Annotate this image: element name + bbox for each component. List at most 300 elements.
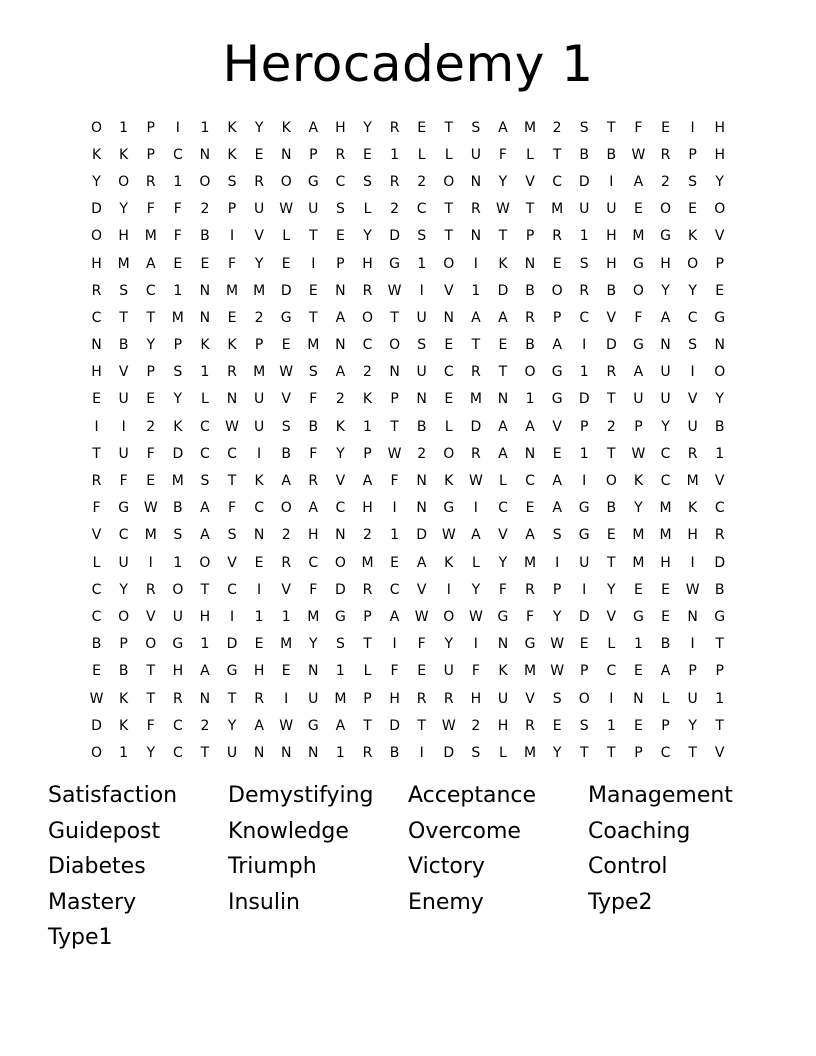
grid-letter: B [606, 146, 617, 163]
grid-letter: V [443, 282, 454, 299]
grid-letter: I [419, 744, 424, 761]
grid-letter: E [552, 255, 562, 272]
grid-letter: F [227, 255, 237, 272]
grid-letter: A [498, 418, 508, 435]
grid-letter: P [580, 418, 589, 435]
grid-letter: H [91, 364, 102, 381]
grid-letter: O [443, 173, 455, 190]
grid-letter: I [311, 255, 316, 272]
grid-letter: L [499, 744, 507, 761]
grid-letter: A [308, 500, 319, 517]
grid-letter: I [175, 119, 180, 136]
grid-letter: A [416, 554, 427, 571]
grid-letter: R [687, 445, 698, 462]
grid-letter: E [633, 663, 643, 680]
grid-letter: U [579, 201, 590, 218]
grid-letter: R [714, 527, 725, 544]
grid-letter: T [607, 119, 616, 136]
grid-row [83, 223, 733, 250]
grid-letter: W [685, 581, 700, 598]
grid-letter: P [146, 119, 155, 136]
word-list-item: Victory [408, 854, 485, 880]
grid-letter: S [363, 173, 372, 190]
grid-letter: C [227, 445, 237, 462]
grid-row [83, 304, 733, 331]
grid-letter: W [631, 146, 646, 163]
grid-letter: A [471, 309, 481, 326]
grid-letter: C [660, 744, 671, 761]
grid-letter: Y [607, 581, 616, 598]
grid-letter: O [280, 173, 292, 190]
grid-letter: F [309, 581, 318, 598]
grid-letter: G [118, 500, 130, 517]
grid-row [83, 712, 733, 739]
grid-letter: E [200, 255, 210, 272]
grid-letter: U [416, 309, 427, 326]
grid-letter: P [336, 255, 345, 272]
grid-letter: Y [715, 173, 724, 190]
grid-letter: S [579, 717, 589, 734]
grid-letter: N [714, 337, 725, 354]
grid-row [83, 631, 733, 658]
word-list-item: Control [588, 854, 668, 880]
grid-letter: R [470, 364, 481, 381]
grid-letter: U [253, 201, 265, 218]
grid-letter: F [309, 391, 318, 408]
grid-letter: B [525, 337, 535, 354]
grid-letter: R [335, 146, 346, 163]
grid-letter: F [417, 636, 426, 653]
grid-letter: Y [173, 391, 183, 408]
grid-letter: R [254, 173, 264, 190]
grid-letter: B [416, 418, 427, 435]
grid-letter: T [309, 309, 318, 326]
grid-letter: W [279, 364, 294, 381]
grid-letter: 1 [200, 119, 210, 136]
grid-letter: I [473, 636, 478, 653]
grid-letter: P [634, 418, 643, 435]
grid-letter: V [498, 527, 508, 544]
grid-letter: 2 [200, 717, 210, 734]
grid-letter: D [443, 744, 455, 761]
grid-letter: I [392, 500, 397, 517]
grid-letter: Y [661, 418, 670, 435]
grid-letter: Y [254, 255, 264, 272]
grid-letter: Y [498, 554, 508, 571]
grid-letter: 1 [633, 636, 643, 653]
grid-letter: G [660, 228, 671, 245]
grid-letter: A [471, 527, 481, 544]
grid-letter: G [578, 527, 590, 544]
grid-letter: R [606, 364, 617, 381]
grid-letter: A [498, 445, 508, 462]
grid-letter: D [578, 608, 590, 625]
grid-letter: D [172, 445, 184, 462]
grid-letter: T [146, 309, 156, 326]
grid-letter: S [471, 119, 481, 136]
grid-letter: I [419, 282, 424, 299]
grid-letter: M [524, 744, 537, 761]
grid-letter: R [362, 581, 373, 598]
grid-letter: C [200, 445, 210, 462]
grid-letter: G [551, 391, 563, 408]
grid-letter: S [200, 473, 210, 490]
grid-letter: H [687, 527, 698, 544]
grid-letter: I [229, 608, 235, 625]
grid-letter: A [200, 527, 210, 544]
grid-letter: C [172, 146, 183, 163]
word-list-item: Guidepost [48, 818, 161, 844]
grid-letter: N [91, 337, 102, 354]
grid-letter: H [199, 608, 211, 625]
grid-letter: T [607, 445, 616, 462]
grid-letter: H [389, 690, 400, 707]
grid-letter: C [606, 663, 617, 680]
grid-letter: F [634, 309, 643, 326]
grid-letter: C [227, 581, 237, 598]
grid-letter: D [280, 282, 292, 299]
grid-letter: K [227, 119, 237, 136]
grid-letter: M [632, 554, 645, 571]
grid-letter: F [309, 445, 318, 462]
grid-letter: E [633, 581, 643, 598]
grid-letter: F [92, 500, 101, 517]
grid-letter: I [582, 473, 587, 490]
grid-letter: G [497, 608, 509, 625]
grid-letter: M [225, 282, 239, 299]
grid-letter: P [715, 255, 724, 272]
grid-letter: L [417, 146, 426, 163]
grid-letter: T [688, 744, 697, 761]
grid-letter: H [660, 255, 671, 272]
grid-letter: A [200, 663, 210, 680]
grid-letter: C [416, 201, 427, 218]
grid-letter: P [254, 337, 264, 354]
grid-letter: Y [146, 744, 156, 761]
grid-letter: E [146, 391, 156, 408]
grid-letter: C [389, 581, 400, 598]
grid-letter: I [690, 364, 695, 381]
grid-letter: T [363, 636, 372, 653]
grid-letter: O [443, 255, 455, 272]
grid-letter: R [552, 228, 562, 245]
grid-letter: N [416, 391, 427, 408]
grid-letter: C [335, 500, 346, 517]
grid-letter: C [91, 608, 102, 625]
grid-letter: K [173, 418, 183, 435]
grid-letter: C [443, 364, 454, 381]
grid-letter: Y [146, 337, 156, 354]
grid-letter: M [307, 608, 320, 625]
grid-letter: K [498, 255, 508, 272]
grid-letter: I [473, 500, 478, 517]
grid-letter: U [253, 391, 265, 408]
grid-letter: U [579, 554, 590, 571]
grid-row [83, 277, 733, 304]
grid-letter: R [470, 201, 481, 218]
grid-letter: H [308, 527, 319, 544]
grid-letter: G [714, 608, 726, 625]
grid-letter: C [660, 445, 671, 462]
grid-letter: O [687, 255, 699, 272]
grid-letter: V [687, 391, 698, 408]
grid-letter: U [118, 554, 129, 571]
grid-letter: Y [634, 500, 643, 517]
grid-letter: N [389, 364, 400, 381]
grid-letter: Y [444, 636, 454, 653]
grid-letter: E [688, 201, 698, 218]
grid-letter: R [254, 690, 264, 707]
grid-letter: S [119, 282, 129, 299]
grid-letter: S [308, 364, 318, 381]
grid-letter: G [524, 636, 536, 653]
grid-letter: 1 [254, 608, 264, 625]
grid-letter: Y [119, 201, 128, 218]
grid-letter: E [444, 337, 454, 354]
grid-letter: N [280, 146, 292, 163]
grid-letter: S [173, 364, 183, 381]
grid-letter: T [227, 473, 237, 490]
grid-letter: B [200, 228, 210, 245]
grid-row [83, 413, 733, 440]
grid-letter: P [146, 364, 155, 381]
grid-letter: R [308, 473, 319, 490]
word-list-item: Type2 [588, 889, 653, 915]
grid-letter: 1 [579, 364, 589, 381]
grid-letter: 1 [200, 364, 210, 381]
grid-letter: T [146, 663, 156, 680]
grid-letter: T [471, 337, 481, 354]
grid-letter: 1 [471, 282, 481, 299]
grid-letter: A [525, 527, 535, 544]
grid-letter: M [632, 228, 645, 245]
grid-letter: M [117, 255, 130, 272]
grid-letter: 2 [363, 364, 372, 381]
grid-letter: K [688, 228, 698, 245]
grid-letter: H [470, 690, 482, 707]
grid-letter: O [334, 554, 346, 571]
grid-letter: G [714, 309, 726, 326]
grid-letter: O [551, 282, 563, 299]
grid-letter: H [91, 255, 102, 272]
grid-letter: L [607, 636, 616, 653]
grid-letter: S [227, 527, 237, 544]
grid-letter: B [118, 337, 129, 354]
grid-letter: G [334, 608, 346, 625]
grid-letter: T [579, 744, 589, 761]
grid-letter: E [281, 255, 291, 272]
grid-letter: N [308, 744, 319, 761]
grid-letter: Y [254, 119, 264, 136]
grid-letter: M [686, 473, 699, 490]
grid-letter: 1 [200, 636, 210, 653]
grid-letter: H [714, 119, 725, 136]
grid-letter: F [227, 500, 237, 517]
grid-letter: I [392, 636, 397, 653]
grid-letter: E [661, 581, 670, 598]
word-list-item: Type1 [48, 925, 113, 951]
grid-letter: A [254, 717, 264, 734]
grid-letter: B [118, 663, 129, 680]
grid-letter: O [714, 364, 726, 381]
grid-letter: V [525, 690, 535, 707]
grid-letter: I [257, 445, 262, 462]
grid-letter: 2 [417, 445, 427, 462]
grid-row [83, 576, 733, 603]
grid-letter: M [524, 554, 537, 571]
grid-letter: E [281, 663, 291, 680]
grid-letter: 1 [119, 744, 129, 761]
grid-letter: E [390, 554, 399, 571]
grid-letter: I [446, 581, 451, 598]
word-list-item: Triumph [228, 854, 317, 880]
grid-letter: K [200, 337, 210, 354]
grid-letter: I [582, 337, 587, 354]
word-list-item: Demystifying [228, 783, 374, 808]
grid-letter: 1 [173, 173, 183, 190]
grid-letter: N [335, 527, 346, 544]
grid-letter: 1 [715, 690, 725, 707]
grid-letter: C [552, 173, 563, 190]
grid-letter: H [606, 228, 617, 245]
grid-letter: L [444, 418, 453, 435]
grid-letter: B [525, 282, 535, 299]
grid-letter: H [118, 228, 129, 245]
grid-letter: W [550, 663, 565, 680]
grid-letter: L [661, 690, 670, 707]
grid-letter: A [389, 608, 400, 625]
grid-letter: A [525, 418, 535, 435]
grid-letter: E [606, 527, 616, 544]
grid-letter: C [145, 282, 156, 299]
grid-letter: G [632, 255, 644, 272]
grid-letter: I [609, 173, 614, 190]
grid-letter: N [199, 146, 211, 163]
grid-letter: V [91, 527, 102, 544]
grid-letter: Y [688, 282, 697, 299]
grid-letter: K [254, 473, 264, 490]
grid-letter: G [632, 337, 644, 354]
grid-letter: H [660, 554, 671, 571]
grid-letter: T [417, 717, 426, 734]
grid-letter: N [524, 255, 536, 272]
grid-letter: R [91, 282, 102, 299]
grid-letter: N [253, 744, 265, 761]
grid-letter: S [579, 119, 589, 136]
grid-letter: R [281, 554, 292, 571]
grid-letter: V [281, 391, 291, 408]
grid-letter: 2 [390, 201, 400, 218]
grid-letter: C [335, 173, 346, 190]
grid-letter: T [715, 717, 724, 734]
grid-letter: 1 [363, 418, 372, 435]
grid-letter: P [688, 146, 697, 163]
grid-letter: P [119, 636, 128, 653]
grid-letter: T [525, 201, 535, 218]
grid-letter: Y [688, 717, 697, 734]
grid-letter: W [143, 500, 158, 517]
grid-letter: S [579, 255, 589, 272]
grid-row [83, 685, 733, 712]
grid-letter: D [470, 418, 482, 435]
grid-letter: 1 [281, 608, 291, 625]
grid-letter: A [498, 119, 508, 136]
grid-letter: I [555, 554, 560, 571]
grid-letter: O [443, 445, 455, 462]
grid-letter: B [714, 418, 725, 435]
grid-letter: M [280, 636, 293, 653]
grid-letter: N [470, 173, 482, 190]
grid-letter: O [91, 744, 103, 761]
grid-letter: K [227, 146, 237, 163]
word-list-item: Coaching [588, 818, 691, 844]
grid-letter: U [660, 364, 671, 381]
grid-letter: K [91, 146, 102, 163]
grid-letter: U [118, 391, 129, 408]
grid-letter: P [715, 663, 724, 680]
grid-letter: E [173, 255, 183, 272]
grid-letter: A [552, 473, 562, 490]
grid-letter: A [552, 500, 562, 517]
grid-letter: O [91, 228, 103, 245]
grid-letter: W [468, 473, 483, 490]
grid-letter: D [497, 282, 509, 299]
grid-letter: R [389, 119, 400, 136]
grid-letter: M [551, 201, 564, 218]
grid-letter: C [118, 527, 129, 544]
grid-letter: O [361, 309, 373, 326]
grid-letter: T [607, 744, 616, 761]
grid-letter: N [199, 309, 211, 326]
grid-letter: K [362, 391, 373, 408]
grid-letter: W [387, 445, 402, 462]
grid-letter: S [471, 744, 481, 761]
grid-letter: H [362, 500, 373, 517]
grid-letter: P [552, 309, 562, 326]
grid-letter: K [227, 337, 237, 354]
grid-letter: R [362, 744, 373, 761]
grid-letter: E [552, 717, 562, 734]
grid-letter: G [226, 663, 238, 680]
grid-letter: C [660, 473, 671, 490]
grid-letter: 1 [173, 282, 183, 299]
grid-letter: T [200, 744, 210, 761]
grid-letter: I [94, 418, 99, 435]
grid-letter: N [497, 391, 509, 408]
grid-letter: W [550, 636, 565, 653]
grid-letter: N [443, 309, 454, 326]
grid-row [83, 359, 733, 386]
grid-letter: E [146, 473, 156, 490]
grid-letter: D [91, 201, 102, 218]
grid-letter: U [633, 391, 644, 408]
grid-letter: R [416, 690, 427, 707]
grid-letter: G [578, 500, 590, 517]
grid-letter: E [227, 309, 237, 326]
grid-letter: 1 [417, 255, 427, 272]
grid-letter: O [199, 173, 211, 190]
grid-letter: S [417, 337, 427, 354]
grid-letter: R [579, 282, 590, 299]
grid-letter: 2 [335, 391, 345, 408]
grid-letter: Y [715, 391, 724, 408]
grid-letter: T [92, 445, 101, 462]
grid-letter: F [173, 228, 182, 245]
grid-letter: H [497, 717, 509, 734]
grid-letter: E [92, 663, 101, 680]
grid-letter: E [633, 717, 643, 734]
grid-letter: I [582, 581, 587, 598]
